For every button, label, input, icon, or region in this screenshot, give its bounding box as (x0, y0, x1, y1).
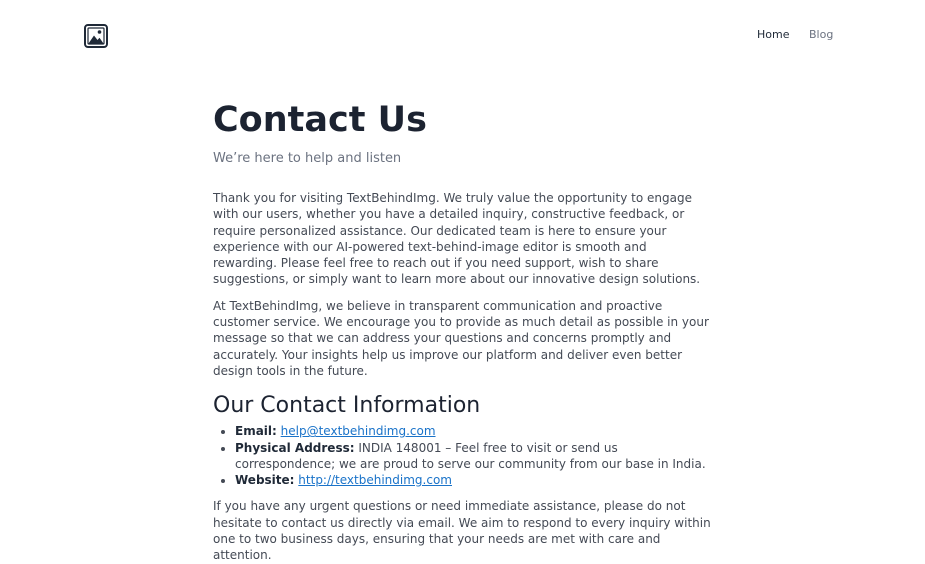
site-logo[interactable] (84, 24, 108, 48)
image-logo-icon (84, 24, 108, 48)
urgent-paragraph: If you have any urgent questions or need immediate assistance, please do not hesitate to contact us directly via email. We aim to respond to every inquiry within one to two business days, ensuring that your needs are met with care and attention. (213, 499, 711, 563)
address-label: Physical Address: (235, 440, 355, 455)
nav-blog-link[interactable]: Blog (809, 28, 834, 41)
contact-info-list (213, 423, 713, 488)
contact-website-item (235, 472, 713, 488)
contact-email-item (235, 423, 713, 439)
website-link[interactable]: http://textbehindimg.com (298, 473, 452, 488)
nav-home-link[interactable]: Home (757, 28, 790, 41)
contact-content (213, 96, 713, 564)
intro-paragraph: Thank you for visiting TextBehindImg. We truly value the opportunity to engage with our users, whether you have a detailed inquiry, constructive feedback, or require personalized assistance. Our dedicated team is here to ensure your experience with our AI-powered text-behind-image editor is smooth and rewarding. Please feel free to reach out if you need support, wish to share suggestions, or simply want to learn more about our innovative design solutions. (213, 191, 701, 287)
page-subtitle: We’re here to help and listen (213, 151, 402, 166)
contact-address-item (235, 440, 713, 473)
website-label: Website: (235, 473, 295, 488)
contact-info-heading: Our Contact Information (213, 393, 481, 419)
address-text: INDIA 148001 – Feel free to visit or send us correspondence; we are proud to serve our community from our base in India. (235, 440, 706, 471)
page-title: Contact Us (213, 100, 427, 140)
communication-paragraph: At TextBehindImg, we believe in transparent communication and proactive customer service. We encourage you to provide as much detail as possible in your message so that we can address your questions and concerns promptly and accurately. Your insights help us improve our platform and deliver even better design tools in the future. (213, 298, 709, 378)
email-link[interactable]: help@textbehindimg.com (280, 424, 436, 439)
email-label: Email: (235, 424, 277, 439)
